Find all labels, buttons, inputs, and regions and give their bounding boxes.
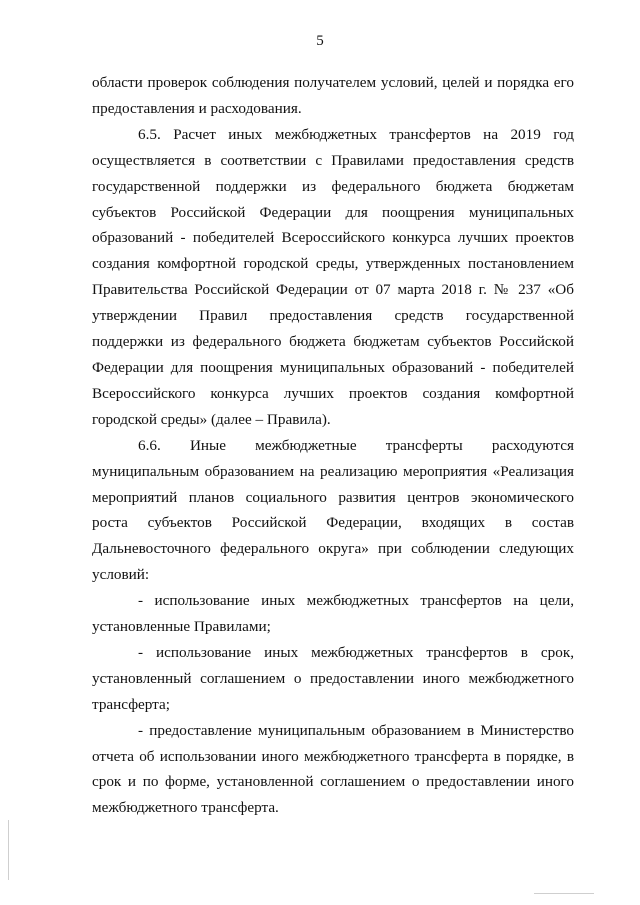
condition-item-1: - использование иных межбюджетных трансфертов на цели, установленные Правилами;	[92, 592, 574, 636]
condition-item-3: - предоставление муниципальным образованием в Министерство отчета об использовании иного межбюджетного трансферта в порядке, в срок и по форме, установленной соглашением о предоставлении иного межбюджетного трансферта.	[92, 721, 574, 817]
condition-item-2: - использование иных межбюджетных трансфертов в срок, установленный соглашением о предоставлении иного межбюджетного трансферта;	[92, 643, 574, 713]
paragraph-6-5: 6.5. Расчет иных межбюджетных трансфертов на 2019 год осуществляется в соответствии с Правилами предоставления средств государственной поддержки из федерального бюджета бюджетам субъектов Российской Федерации для поощрения муниципальных образований - победителей Всероссийского конкурса лучших проектов создания комфортной городской среды, утвержденных постановлением Правительства Российской Федерации от 07 марта 2018 г. № 237 «Об утверждении Правил предоставления средств государственной поддержки из федерального бюджета бюджетам субъектов Российской Федерации для поощрения муниципальных образований - победителей Всероссийского конкурса лучших проектов создания комфортной городской среды» (далее – Правила).	[92, 125, 574, 428]
paragraph-6-6: 6.6. Иные межбюджетные трансферты расходуются муниципальным образованием на реализацию мероприятия «Реализация мероприятий планов социального развития центров экономического роста субъектов Российской Федерации, входящих в состав Дальневосточного федерального округа» при соблюдении следующих условий:	[92, 436, 574, 584]
page-number: 5	[316, 33, 324, 49]
scan-edge-mark	[534, 893, 594, 894]
document-body	[92, 70, 574, 821]
scan-edge-mark	[8, 820, 9, 880]
paragraph-continuation: области проверок соблюдения получателем условий, целей и порядка его предоставления и расходования.	[92, 74, 574, 117]
